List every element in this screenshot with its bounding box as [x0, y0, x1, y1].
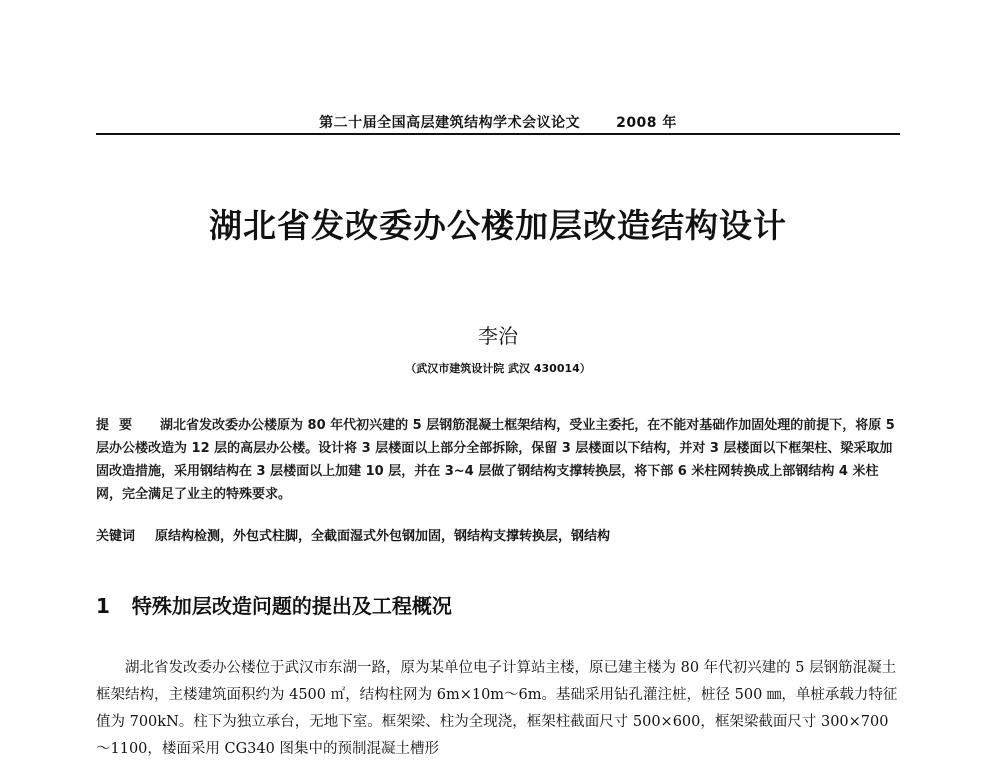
author-affiliation: （武汉市建筑设计院 武汉 430014）: [405, 362, 591, 375]
conference-name: 第二十届全国高层建筑结构学术会议论文: [319, 115, 581, 131]
conference-year: 2008 年: [616, 115, 677, 131]
keywords-label: 关键词: [96, 529, 136, 544]
header-rule: [96, 133, 900, 135]
paper-title: 湖北省发改委办公楼加层改造结构设计: [209, 206, 787, 245]
abstract: [96, 414, 900, 506]
section-heading: [96, 590, 900, 619]
abstract-text: 湖北省发改委办公楼原为 80 年代初兴建的 5 层钢筋混凝土框架结构，受业主委托，在不能对基础作加固处理的前提下，将原 5 层办公楼改造为 12 层的高层办公楼。设计将 3 层楼面以上部分全部拆除，保留 3 层楼面以下结构，并对 3 层楼面以下框架柱、梁采取加固改造措施，采用钢结构在 3 层楼面以上加建 10 层，并在 3~4 层做了钢结构支撑转换层，将下部 6 米柱网转换成上部钢结构 4 米柱网，完全满足了业主的特殊要求。: [96, 418, 895, 502]
keywords-text: 原结构检测，外包式柱脚，全截面湿式外包钢加固，钢结构支撑转换层，钢结构: [155, 529, 611, 544]
body-paragraph: 湖北省发改委办公楼位于武汉市东湖一路，原为某单位电子计算站主楼，原已建主楼为 80 年代初兴建的 5 层钢筋混凝土框架结构，主楼建筑面积约为 4500 ㎡，结构柱网为 6m×10m～6m。基础采用钻孔灌注桩，桩径 500 ㎜，单桩承载力特征值为 700kN。柱下为独立承台，无地下室。框架梁、柱为全现浇，框架柱截面尺寸 500×600，框架梁截面尺寸 300×700～1100，楼面采用 CG340 图集中的预制混凝土槽形: [96, 660, 898, 757]
keywords: [96, 527, 900, 547]
abstract-label: 提要: [96, 418, 143, 433]
section-title: 特殊加层改造问题的提出及工程概况: [131, 594, 452, 618]
section-number: 1: [96, 594, 110, 618]
running-header: [96, 112, 900, 132]
author-name: 李治: [478, 324, 518, 348]
